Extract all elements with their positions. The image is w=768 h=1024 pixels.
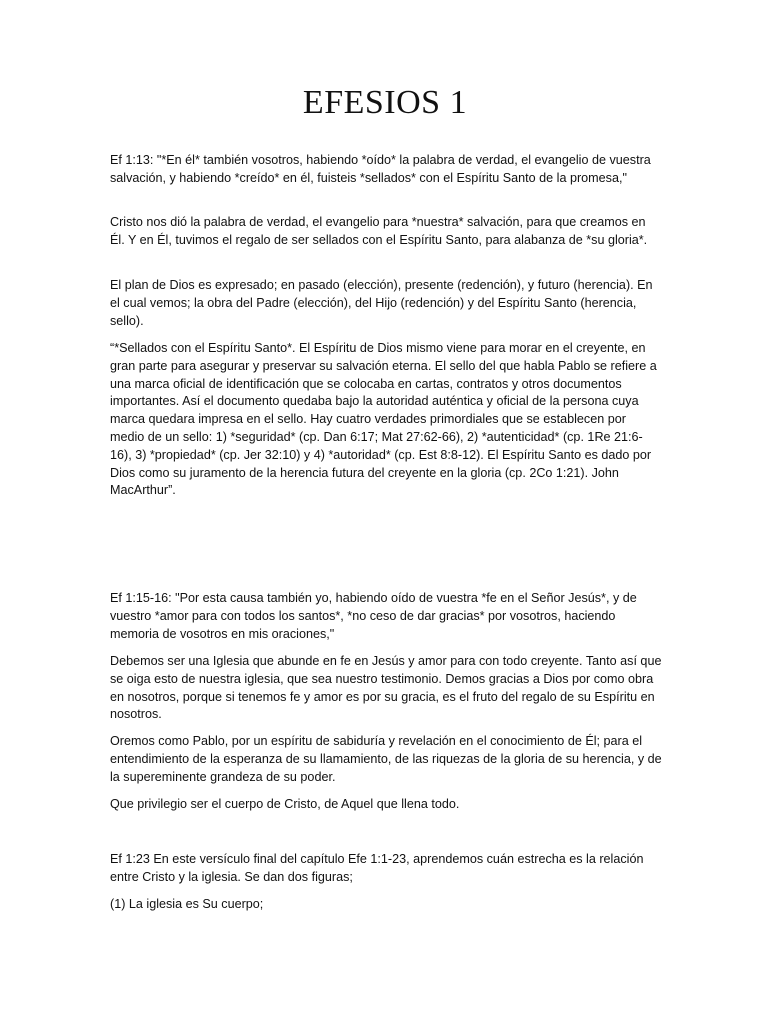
paragraph-commentary-1: Cristo nos dió la palabra de verdad, el evangelio para *nuestra* salvación, para que creamos en Él. Y en Él, tuvimos el regalo de ser sellados con el Espíritu Santo, para alabanza de *su gloria*. — [110, 215, 648, 247]
paragraph-ef-1-23: Ef 1:23 En este versículo final del capítulo Efe 1:1-23, aprendemos cuán estrecha es la relación entre Cristo y la iglesia. Se dan dos figuras; — [110, 852, 644, 884]
paragraph-oremos: Oremos como Pablo, por un espíritu de sabiduría y revelación en el conocimiento de Él; para el entendimiento de la esperanza de su llamamiento, de las riquezas de la gloria de su herencia, y de la supereminente grandeza de su poder. — [110, 734, 662, 784]
paragraph-ef-1-15-16: Ef 1:15-16: "Por esta causa también yo, habiendo oído de vuestra *fe en el Señor Jesús*, y de vuestro *amor para con todos los santos*, *no ceso de dar gracias* por vosotros, haciendo memoria de vosotros en mis oraciones," — [110, 591, 637, 641]
paragraph-macarthur-quote: “*Sellados con el Espíritu Santo*. El Espíritu de Dios mismo viene para morar en el creyente, en gran parte para asegurar y preservar su salvación eterna. El sello del que habla Pablo se refiere a una marca oficial de identificación que se colocaba en cartas, contratos y otros documentos importantes. Así el documento quedaba bajo la autoridad auténtica y oficial de la persona cuya marca quedara impresa en el sello. Hay cuatro verdades primordiales que se establecen por medio de un sello: 1) *seguridad* (cp. Dan 6:17; Mat 27:62-66), 2) *autenticidad* (cp. 1Re 21:6-16), 3) *propiedad* (cp. Jer 32:10) y 4) *autoridad* (cp. Est 8:8-12). El Espíritu Santo es dado por Dios como su juramento de la herencia futura del creyente en la gloria (cp. 2Co 1:21). John MacArthur”. — [110, 341, 657, 498]
paragraph-list-item-1: (1) La iglesia es Su cuerpo; — [110, 897, 264, 911]
paragraph-plan-de-dios: El plan de Dios es expresado; en pasado (elección), presente (redención), y futuro (herencia). En el cual vemos; la obra del Padre (elección), del Hijo (redención) y del Espíritu Santo (herencia, sello). — [110, 278, 653, 328]
document-title: EFESIOS 1 — [302, 84, 468, 121]
paragraph-privilegio: Que privilegio ser el cuerpo de Cristo, de Aquel que llena todo. — [110, 797, 460, 811]
paragraph-iglesia-fe-amor: Debemos ser una Iglesia que abunde en fe en Jesús y amor para con todo creyente. Tanto así que se oiga esto de nuestra iglesia, que sea nuestro testimonio. Demos gracias a Dios por como obra en nosotros, porque si tenemos fe y amor es por su gracia, es el fruto del regalo de su Espíritu en nosotros. — [110, 654, 662, 722]
paragraph-ef-1-13: Ef 1:13: "*En él* también vosotros, habiendo *oído* la palabra de verdad, el evangelio de vuestra salvación, y habiendo *creído* en él, fuisteis *sellados* con el Espíritu Santo de la promesa," — [110, 153, 651, 185]
